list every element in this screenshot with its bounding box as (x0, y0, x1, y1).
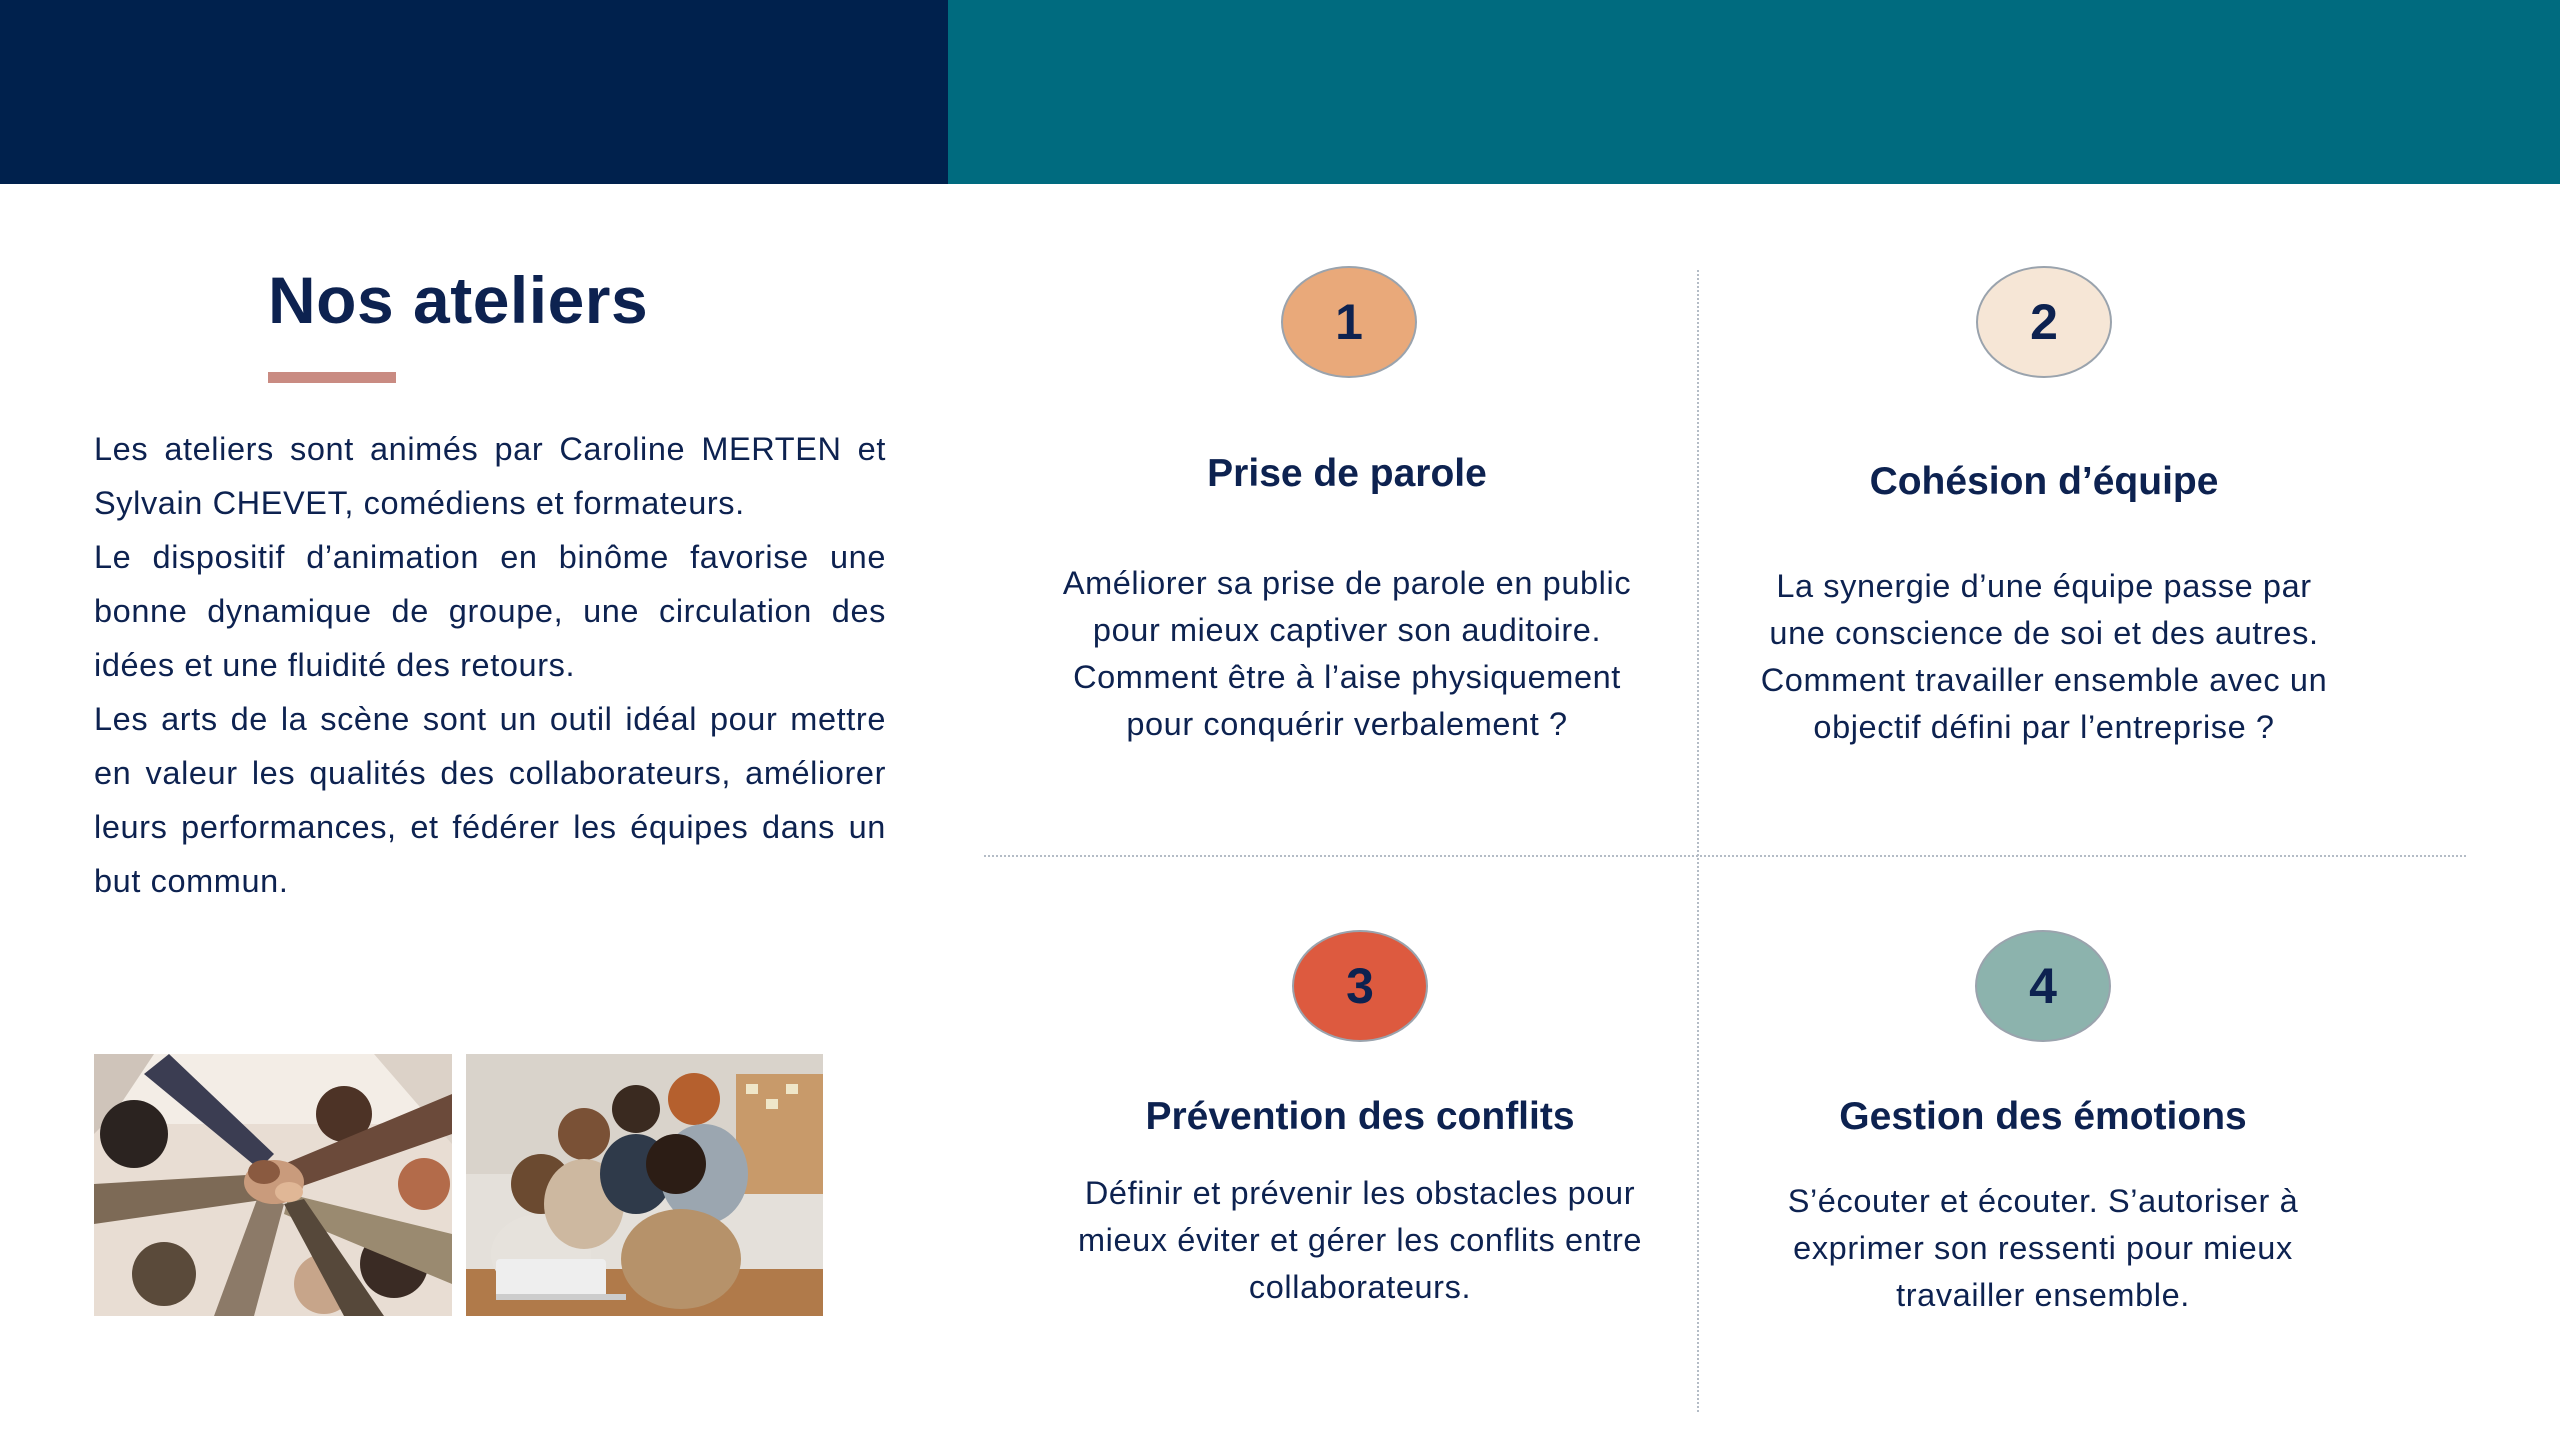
grid-divider-horizontal (984, 855, 2466, 857)
intro-paragraph-1: Les ateliers sont animés par Caroline MERTEN et Sylvain CHEVET, comédiens et formateurs. (94, 431, 886, 521)
workshop-1-number-badge: 1 (1281, 266, 1417, 378)
grid-divider-vertical (1697, 270, 1699, 1412)
intro-paragraph-2: Le dispositif d’animation en binôme favorise une bonne dynamique de groupe, une circulation des idées et une fluidité des retours. (94, 539, 886, 683)
intro-paragraph-3: Les arts de la scène sont un outil idéal pour mettre en valeur les qualités des collaborateurs, améliorer leurs performances, et fédérer les équipes dans un but commun. (94, 701, 886, 899)
workshop-3-number-badge: 3 (1292, 930, 1428, 1042)
team-hands-photo (94, 1054, 452, 1316)
intro-text (94, 422, 886, 908)
workshop-3-description: Définir et prévenir les obstacles pour mieux éviter et gérer les conflits entre collaborateurs. (1077, 1175, 1643, 1305)
workshop-1-description: Améliorer sa prise de parole en public pour mieux captiver son auditoire. Comment être à l’aise physiquement pour conquérir verbalement ? (1062, 565, 1632, 742)
workshop-2-number-badge: 2 (1976, 266, 2112, 378)
title-underline (268, 372, 396, 383)
team-laptop-photo (466, 1054, 823, 1316)
workshop-3-title: Prévention des conflits (1145, 1095, 1575, 1138)
workshop-4-description: S’écouter et écouter. S’autoriser à exprimer son ressenti pour mieux travailler ensemble. (1787, 1183, 2299, 1313)
header-band-teal (948, 0, 2560, 184)
workshop-4-number-badge: 4 (1975, 930, 2111, 1042)
workshop-2-title: Cohésion d’équipe (1869, 460, 2219, 503)
workshop-2-description: La synergie d’une équipe passe par une conscience de soi et des autres. Comment travailler ensemble avec un objectif défini par l’entreprise ? (1760, 568, 2328, 745)
workshop-1-title: Prise de parole (1207, 452, 1487, 495)
workshop-4-title: Gestion des émotions (1839, 1095, 2247, 1138)
page-title: Nos ateliers (268, 263, 649, 337)
header-band-navy (0, 0, 948, 184)
